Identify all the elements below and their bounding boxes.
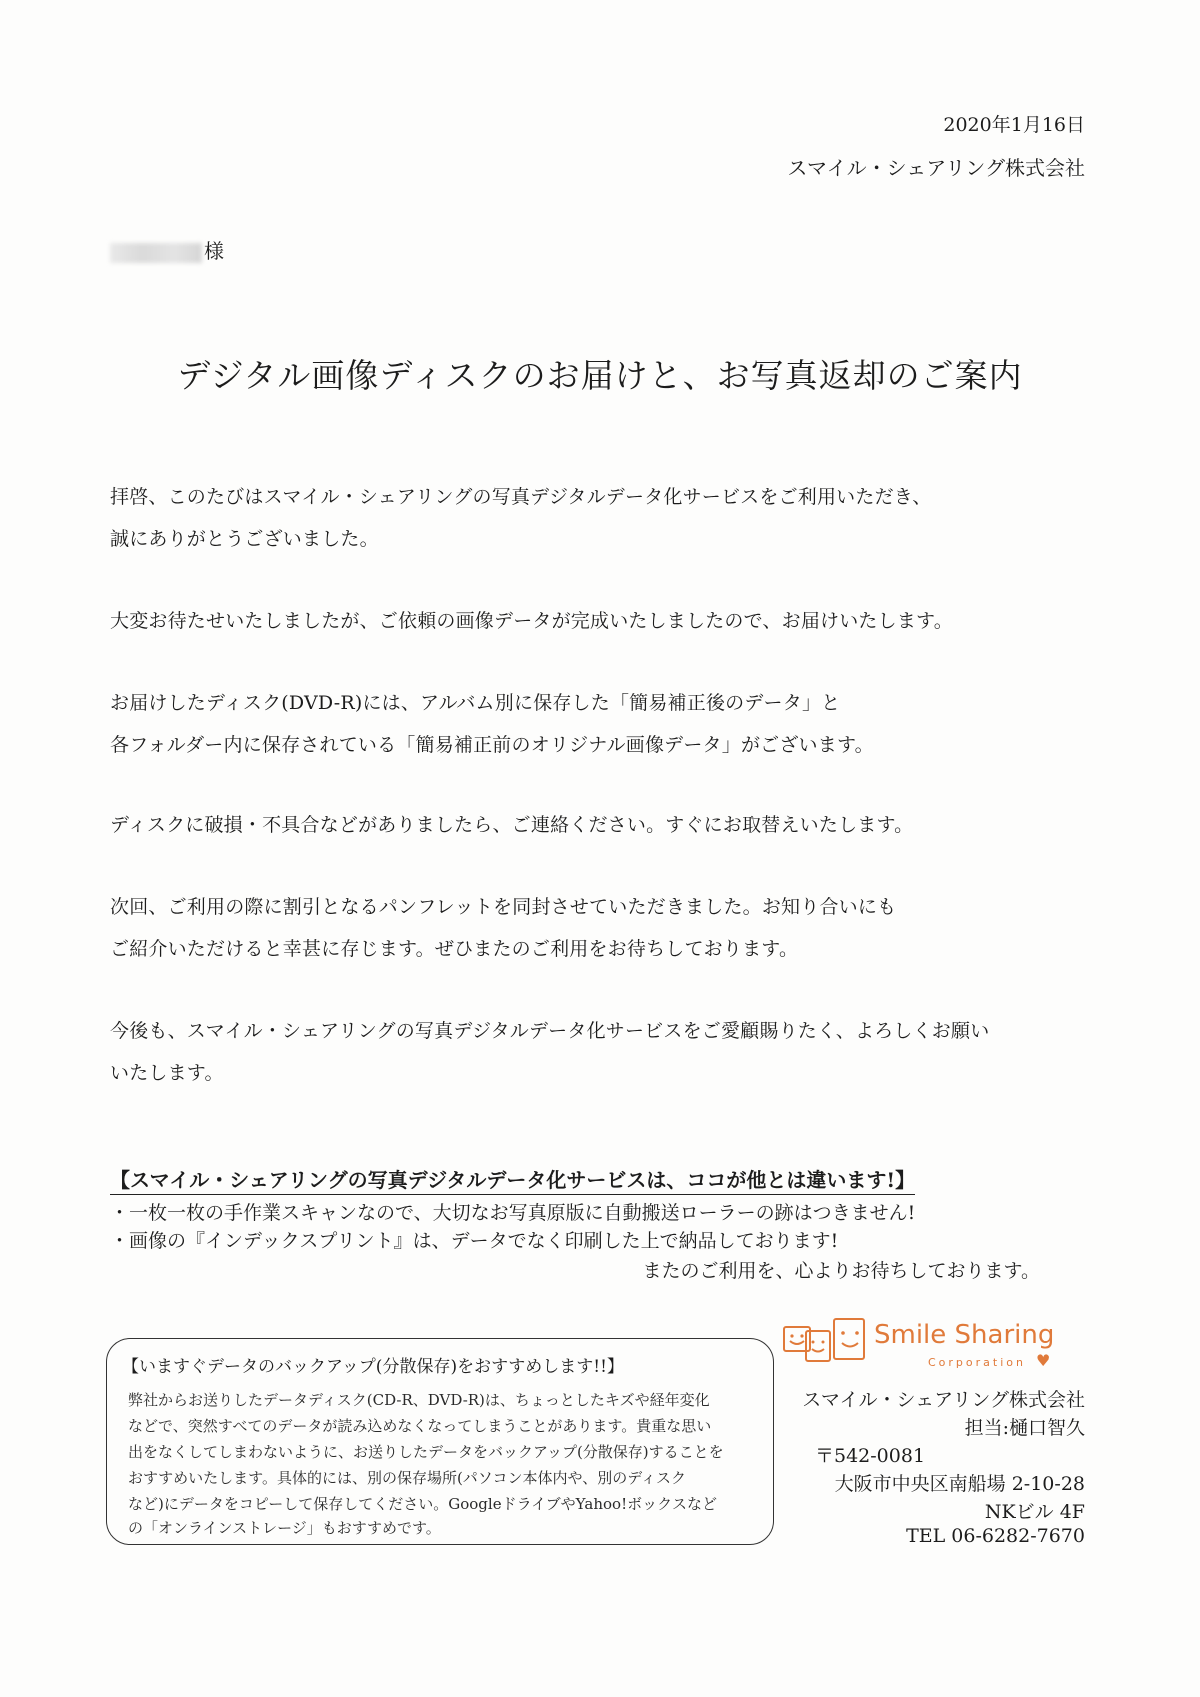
features-heading: 【スマイル・シェアリングの写真デジタルデータ化サービスは、ココが他とは違います!】 <box>110 1164 915 1195</box>
body-line: 拝啓、このたびはスマイル・シェアリングの写真デジタルデータ化サービスをご利用いただき、 <box>110 486 932 508</box>
notice-line: など)にデータをコピーして保存してください。GoogleドライブやYahoo!ボックスなど <box>128 1495 717 1513</box>
notice-line: 弊社からお送りしたデータディスク(CD-R、DVD-R)は、ちょっとしたキズや経年変化 <box>128 1391 710 1409</box>
redacted-name <box>110 243 202 263</box>
letter-title: デジタル画像ディスクのお届けと、お写真返却のご案内 <box>177 356 1023 395</box>
body-line: 誠にありがとうございました。 <box>110 528 379 550</box>
contact-address: 大阪市中央区南船場 2-10-28 <box>834 1473 1085 1495</box>
feature-item: ・一枚一枚の手作業スキャンなので、大切なお写真原版に自動搬送ローラーの跡はつきません! <box>110 1202 916 1224</box>
contact-postal: 〒542-0081 <box>815 1445 926 1467</box>
contact-tel: TEL 06-6282-7670 <box>906 1525 1085 1547</box>
notice-line: の「オンラインストレージ」もおすすめです。 <box>128 1519 441 1537</box>
notice-heading: 【いますぐデータのバックアップ(分散保存)をおすすめします!!】 <box>122 1357 624 1377</box>
recipient-honorific: 様 <box>204 239 224 263</box>
body-line: ご紹介いただけると幸甚に存じます。ぜひまたのご利用をお待ちしております。 <box>110 938 799 960</box>
body-line: 大変お待たせいたしましたが、ご依頼の画像データが完成いたしましたので、お届けいたします。 <box>110 610 953 632</box>
contact-company: スマイル・シェアリング株式会社 <box>802 1389 1085 1411</box>
features-closing: またのご利用を、心よりお待ちしております。 <box>642 1260 1040 1282</box>
recipient-line <box>110 235 224 264</box>
notice-line: などで、突然すべてのデータが読み込めなくなってしまうことがあります。貴重な思い <box>128 1417 712 1435</box>
body-line: いたします。 <box>110 1062 224 1084</box>
contact-building: NKビル 4F <box>984 1501 1085 1523</box>
logo-wordmark: Smile Sharing <box>874 1320 1055 1350</box>
sender-company: スマイル・シェアリング株式会社 <box>787 156 1085 180</box>
notice-line: 出をなくしてしまわないように、お送りしたデータをバックアップ(分散保存)することを <box>128 1443 724 1461</box>
smiling-faces-icon <box>782 1315 872 1375</box>
body-line: 次回、ご利用の際に割引となるパンフレットを同封させていただきました。お知り合いにも <box>110 896 897 918</box>
notice-line: おすすめいたします。具体的には、別の保存場所(パソコン本体内や、別のディスク <box>128 1469 687 1487</box>
feature-item: ・画像の『インデックスプリント』は、データでなく印刷した上で納品しております! <box>110 1230 839 1252</box>
heart-icon: ♥ <box>1036 1351 1051 1370</box>
letter-date: 2020年1月16日 <box>943 114 1085 136</box>
contact-person: 担当:樋口智久 <box>964 1417 1085 1439</box>
body-line: 各フォルダー内に保存されている「簡易補正前のオリジナル画像データ」がございます。 <box>110 734 874 756</box>
body-line: ディスクに破損・不具合などがありましたら、ご連絡ください。すぐにお取替えいたします。 <box>110 814 914 836</box>
body-line: 今後も、スマイル・シェアリングの写真デジタルデータ化サービスをご愛顧賜りたく、よろしくお願い <box>110 1020 990 1042</box>
logo-subtitle: Corporation <box>928 1356 1026 1369</box>
body-line: お届けしたディスク(DVD-R)には、アルバム別に保存した「簡易補正後のデータ」と <box>110 692 841 714</box>
